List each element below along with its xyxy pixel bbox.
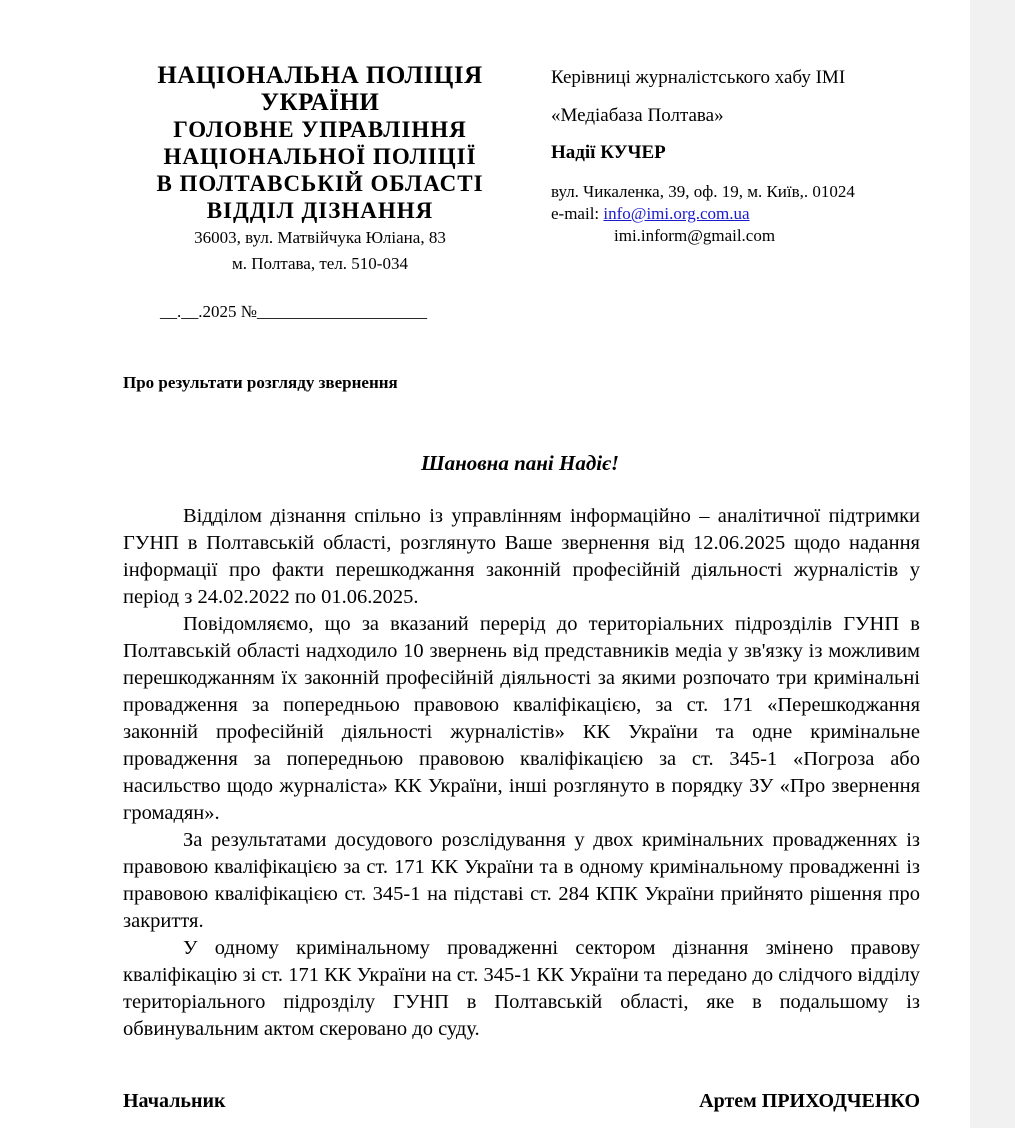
dept-name-line1: ГОЛОВНЕ УПРАВЛІННЯ: [173, 117, 467, 142]
email-link[interactable]: info@imi.org.com.ua: [603, 204, 750, 223]
signatory-name: Артем ПРИХОДЧЕНКО: [699, 1090, 920, 1112]
org-name-line2: УКРАЇНИ: [260, 89, 380, 116]
signatory-position: Начальник: [123, 1090, 226, 1112]
recipient-email2: imi.inform@gmail.com: [614, 226, 776, 245]
dept-name-line4: ВІДДІЛ ДІЗНАННЯ: [206, 198, 434, 223]
sender-header: [120, 62, 520, 276]
sender-address-line1: 36003, вул. Матвійчука Юліана, 83: [194, 228, 446, 247]
recipient-address: вул. Чикаленка, 39, оф. 19, м. Київ,. 01024: [551, 182, 855, 201]
dept-name-line3: В ПОЛТАВСЬКІЙ ОБЛАСТІ: [156, 171, 484, 196]
recipient-line1: Керівниці журналістського хабу ІМІ: [551, 67, 846, 88]
email-label: e-mail:: [551, 204, 604, 223]
recipient-name: Надії КУЧЕР: [551, 142, 666, 163]
recipient-line2: «Медіабаза Полтава»: [551, 105, 724, 126]
body-paragraph-1: Відділом дізнання спільно із управлінням інформаційно – аналітичної підтримки ГУНП в Полтавській області, розглянуто Ваше звернення від 12.06.2025 щодо надання інформації про факти перешкоджання законній професійній діяльності журналістів у період з 24.02.2022 по 01.06.2025.: [123, 505, 920, 608]
viewer-side-strip: [970, 0, 1015, 1128]
letter-subject: Про результати розгляду звернення: [123, 373, 398, 392]
sender-address-line2: м. Полтава, тел. 510-034: [232, 254, 408, 273]
greeting: Шановна пані Надіє!: [421, 451, 619, 475]
registration-number: __.__.2025 №____________________: [160, 302, 427, 321]
org-name-line1: НАЦІОНАЛЬНА ПОЛІЦІЯ: [157, 62, 483, 89]
letter-body: [123, 503, 920, 1043]
recipient-email-row: [551, 203, 961, 225]
body-paragraph-3: За результатами досудового розслідування у двох кримінальних провадженнях із правовою кваліфікацією за ст. 171 КК України та в одному кримінальному провадженні із правовою кваліфікацією ст. 345-1 на підставі ст. 284 КПК України прийнято рішення про закриття.: [123, 829, 920, 932]
recipient-block: [551, 66, 961, 247]
body-paragraph-4: У одному кримінальному провадженні сектором дізнання змінено правову кваліфікацію зі ст. 171 КК України на ст. 345-1 КК України та передано до слідчого відділу територіального підрозділу ГУНП в Полтавській області, яке в подальшому із обвинувальним актом скеровано до суду.: [123, 937, 920, 1040]
dept-name-line2: НАЦІОНАЛЬНОЇ ПОЛІЦІЇ: [163, 144, 477, 169]
body-paragraph-2: Повідомляємо, що за вказаний перерід до територіальних підрозділів ГУНП в Полтавській області надходило 10 звернень від представників медіа у зв'язку із можливим перешкоджанням їх законній професійній діяльності за якими розпочато три кримінальні провадження за попередньою правовою кваліфікацією, за ст. 171 «Перешкоджання законній професійній діяльності журналістів» КК України та одне кримінальне провадження за попередньою правовою кваліфікацією за ст. 345-1 «Погроза або насильство щодо журналіста» КК України, інші розглянуто в порядку ЗУ «Про звернення громадян».: [123, 613, 920, 824]
